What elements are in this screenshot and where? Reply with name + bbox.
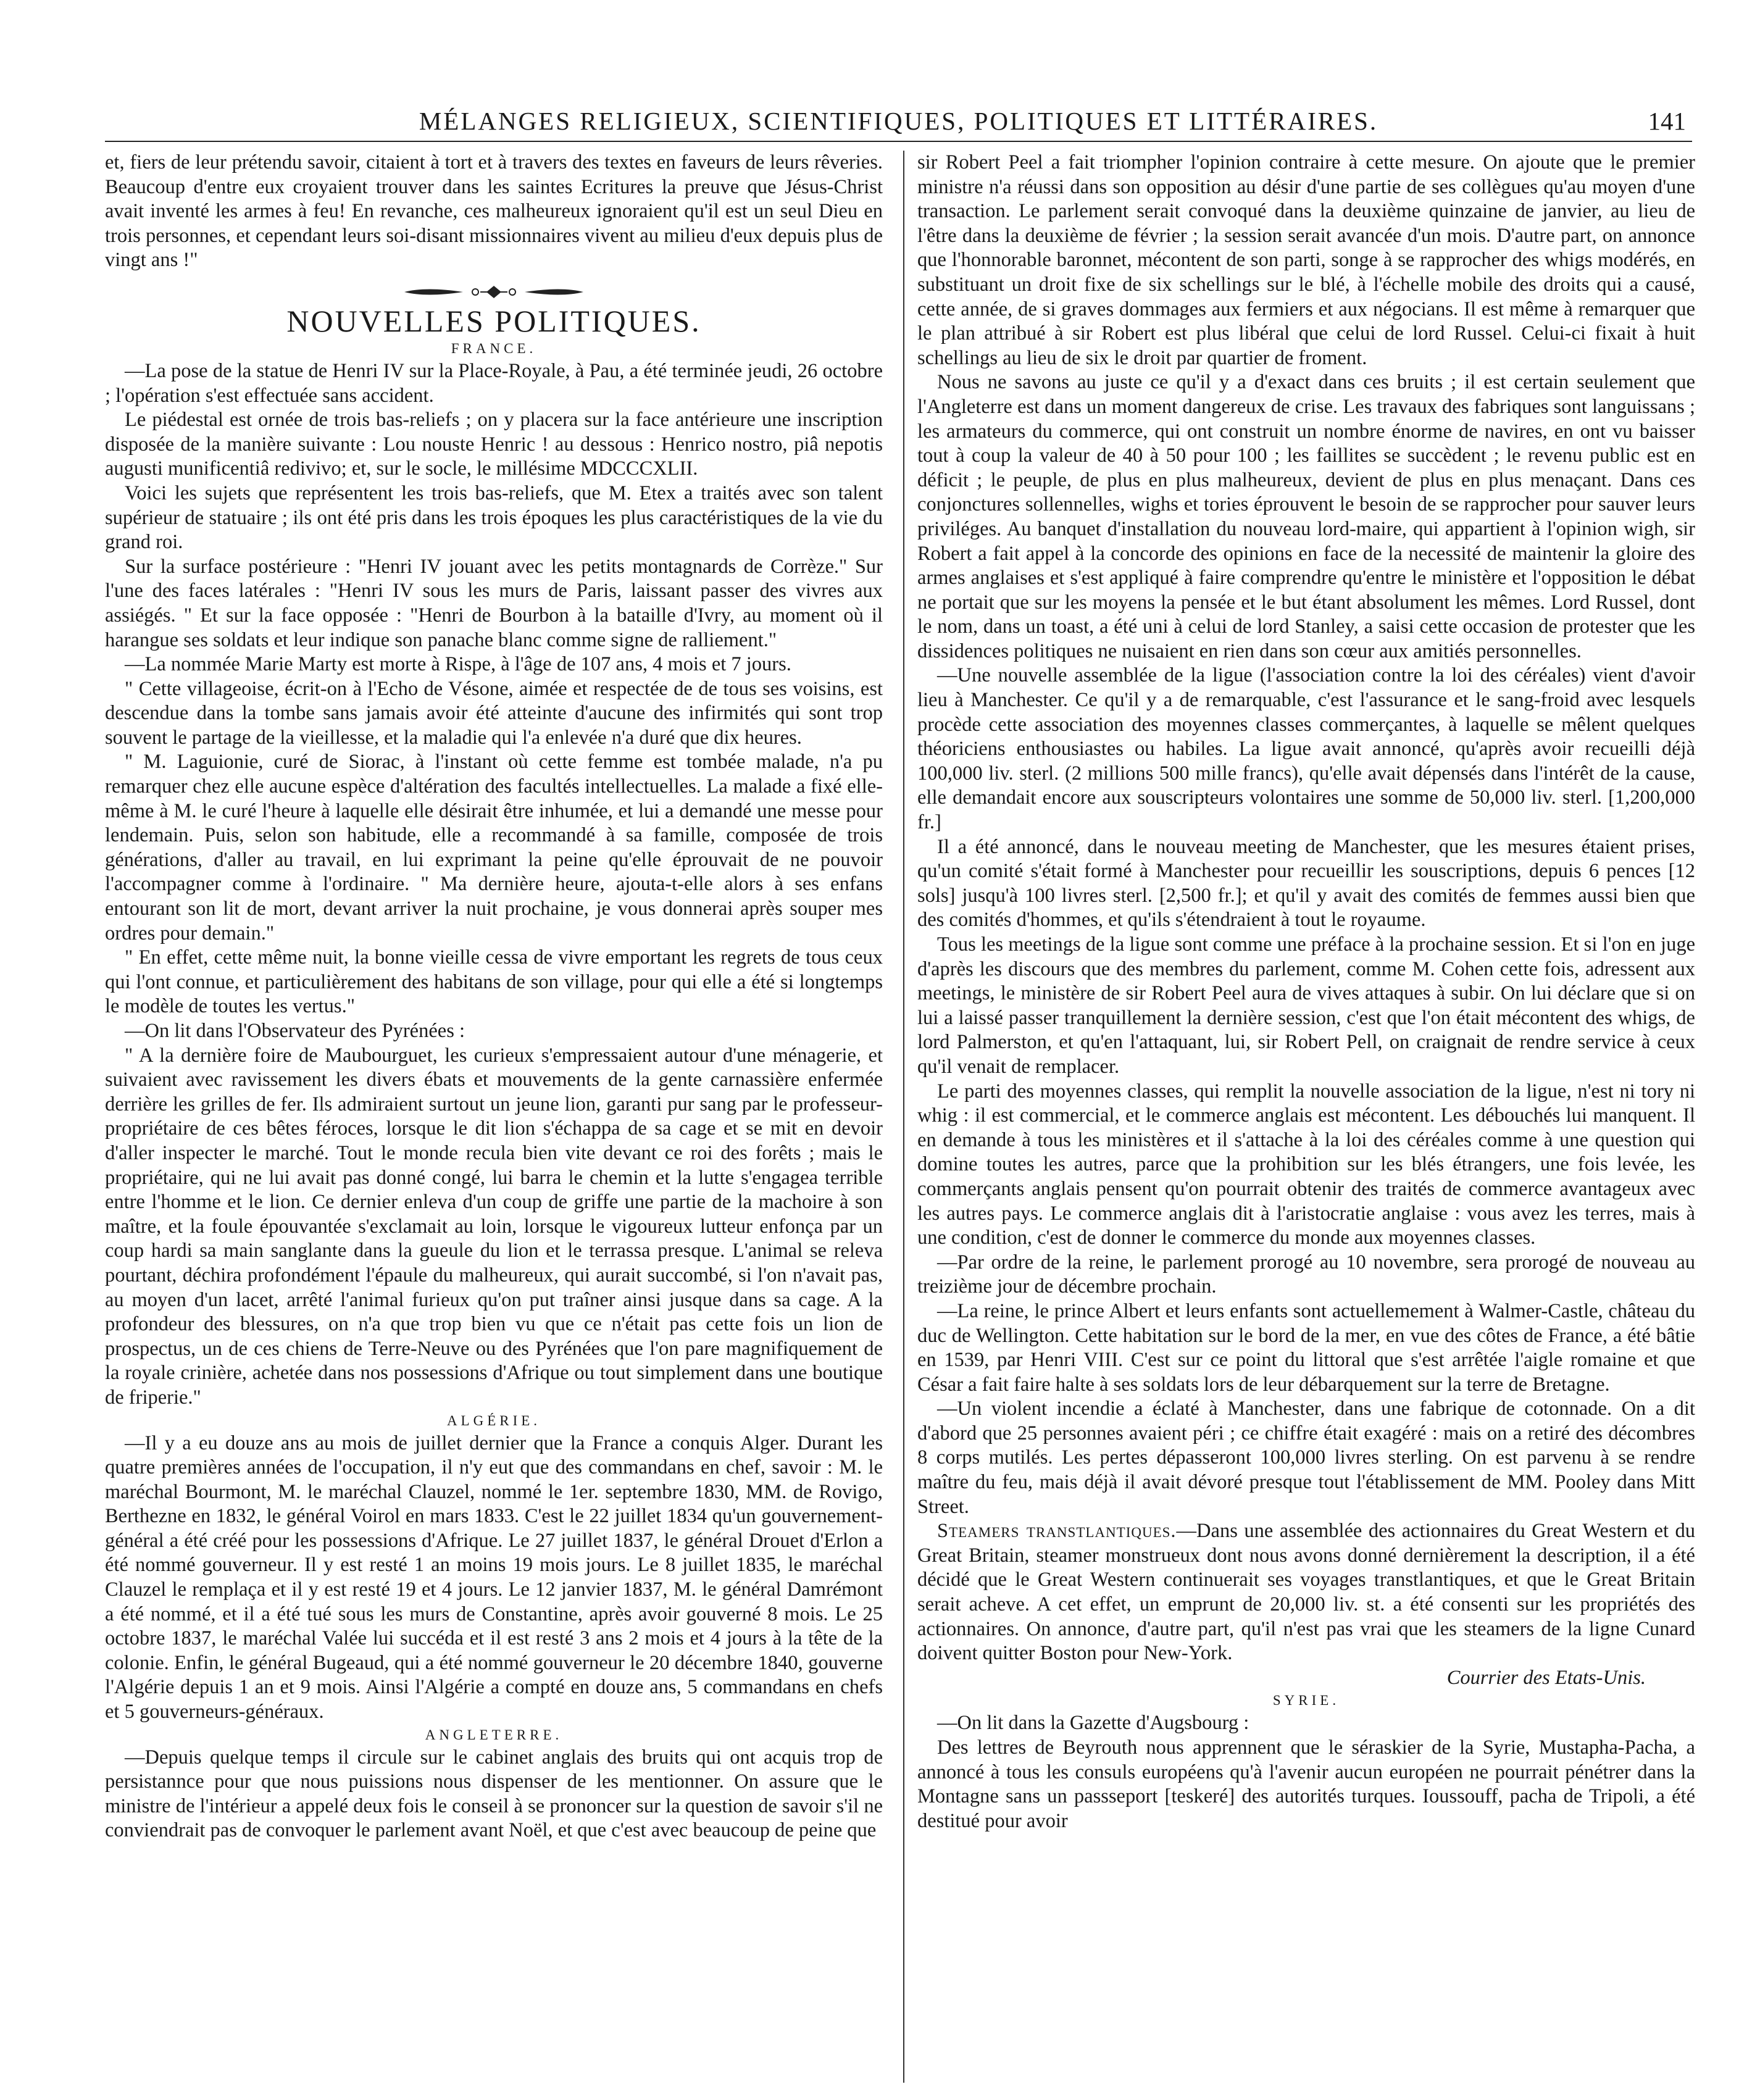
paragraph: sir Robert Peel a fait triompher l'opinion contraire à cette mesure. On ajoute que le premier ministre n'a réussi dans son opposition au désir d'une partie de ses collègues qu'au moyen d'une transaction. Le parlement serait convoqué dans la deuxième quinzaine de janvier, au lieu de l'être dans la deuxième de février ; la session serait avancée d'un mois. D'autre part, on annonce que l'honnorable baronnet, mécontent de son parti, songe à se rapprocher des whigs modérés, en substituant un droit fixe de six schellings sur le blé, à l'échelle mobile des droits qui a causé, cette année, de si graves dommages aux fermiers et aux négocians. Il est même à remarquer que le plan attribué à sir Robert est plus libéral que celui de lord Russel. Celui-ci fixait à huit schellings au lieu de six le droit par quartier de froment. (917, 151, 1695, 369)
paragraph: —La pose de la statue de Henri IV sur la Place-Royale, à Pau, a été terminée jeudi, 26 octobre ; l'opération s'est effectuée sans accident. (105, 359, 883, 407)
source-signature: Courrier des Etats-Unis. (1446, 1666, 1646, 1689)
running-head (105, 104, 1692, 142)
running-title: MÉLANGES RELIGIEUX, SCIENTIFIQUES, POLITIQUES ET LITTÉRAIRES. (419, 107, 1378, 135)
lead-in: Steamers transtlantiques. (937, 1520, 1177, 1543)
paragraph: Des lettres de Beyrouth nous apprennent que le séraskier de la Syrie, Mustapha-Pacha, a annoncé à tous les consuls européens qu'à l'avenir aucun européen ne pourrait pénétrer dans la Montagne sans un passseport [teskeré] des autorités turques. Ioussouff, pacha de Tripoli, a été destitué pour avoir (917, 1736, 1695, 1832)
paragraph: " Cette villageoise, écrit-on à l'Echo de Vésone, aimée et respectée de de tous ses voisins, est descendue dans la tombe sans jamais avoir été atteinte d'aucune des infirmités qui sont trop souvent le partage de la vieillesse, et la maladie qui l'a enlevée n'a duré que dix heures. (105, 677, 883, 749)
paragraph: —Une nouvelle assemblée de la ligue (l'association contre la loi des céréales) vient d'avoir lieu à Manchester. Ce qu'il y a de remarquable, c'est l'assurance et le sang-froid avec lesquels procède cette association des moyennes classes commerçantes, à laquelle se mêlent quelques théoriciens enthousiastes ou habiles. La ligue avait annoncé, qu'après avoir recueilli déjà 100,000 liv. sterl. (2 millions 500 mille francs), qu'elle avait dépensés dans l'intérêt de la cause, elle demandait encore aux souscripteurs volontaires une somme de 50,000 liv. sterl. [1,200,000 fr.] (917, 664, 1695, 834)
subheading-algerie: ALGÉRIE. (446, 1412, 541, 1428)
paragraph: et, fiers de leur prétendu savoir, citaient à tort et à travers des textes en faveurs de leurs rêveries. Beaucoup d'entre eux croyaient trouver dans les saintes Ecritures la preuve que Jésus-Christ avait inventé les armes à feu! En revanche, ces malheureux ignoraient qu'il est un seul Dieu en trois personnes, et cependant leurs soi-disant missionnaires vivent au milieu d'eux depuis plus de vingt ans !" (105, 151, 883, 272)
subheading-angleterre: ANGLETERRE. (425, 1727, 563, 1743)
page-number: 141 (1648, 107, 1686, 135)
paragraph: " En effet, cette même nuit, la bonne vieille cessa de vivre emportant les regrets de tous ceux qui l'ont connue, et particulièrement des habitans de son village, pour qui elle a été si longtemps le modèle de toutes les vertus." (105, 946, 883, 1018)
paragraph: —Il y a eu douze ans au mois de juillet dernier que la France a conquis Alger. Durant les quatre premières années de l'occupation, il n'y eut que des commandans en chef, savoir : M. le maréchal Bourmont, M. le maréchal Clauzel, nommé le 1er. septembre 1830, MM. de Rovigo, Berthezne en 1832, le général Voirol en mars 1833. C'est le 22 juillet 1834 qu'un gouvernement-général a été créé pour les possessions d'Afrique. Le 27 juillet 1837, le général Drouet d'Erlon a été nommé gouverneur. Il y est resté 1 an moins 19 mois jours. Le 8 juillet 1835, le maréchal Clauzel le remplaça et il y est resté 19 et 4 jours. Le 12 janvier 1837, M. le général Damrémont a été nommé, et il a été tué sous les murs de Constantine, après avoir gouverné 8 mois. Le 25 octobre 1837, le maréchal Valée lui succéda et il est resté 3 ans 2 mois et 4 jours à la tête de la colonie. Enfin, le général Bugeaud, qui a été nommé gouverneur le 20 décembre 1840, gouverne l'Algérie depuis 1 an et 9 mois. Ainsi l'Algérie a compté en douze ans, 5 commandans en chefs et 5 gouverneurs-généraux. (105, 1431, 883, 1723)
paragraph: —Un violent incendie a éclaté à Manchester, dans une fabrique de cotonnade. On a dit d'abord que 25 personnes avaient péri ; ce chiffre était exagéré : mais on a retiré des décombres 8 corps mutilés. Les pertes dépasseront 100,000 livres sterling. On est parvenu à se rendre maître du feu, mais déjà il avait dévoré presque tout l'établissement de MM. Pooley dans Mitt Street. (917, 1398, 1695, 1518)
paragraph: —On lit dans l'Observateur des Pyrénées : (125, 1020, 465, 1042)
paragraph: —La reine, le prince Albert et leurs enfants sont actuellemement à Walmer-Castle, château du duc de Wellington. Cette habitation sur le bord de la mer, en vue des côtes de France, a été bâtie en 1539, par Henri VIII. C'est sur ce point du littoral que s'est arrêtée l'aigle romaine et que César a fait faire halte à ses soldats lors de leur débarquement sur la terre de Bretagne. (917, 1299, 1695, 1396)
paragraph: —Depuis quelque temps il circule sur le cabinet anglais des bruits qui ont acquis trop de persistannce pour que nous puissions nous dispenser de les mentionner. On assure que le ministre de l'intérieur a appelé deux fois le conseil à se prononcer sur la question de savoir s'il ne conviendrait pas de convoquer le parlement avant Noël, et que c'est avec beaucoup de peine que (105, 1746, 883, 1842)
paragraph: Sur la surface postérieure : "Henri IV jouant avec les petits montagnards de Corrèze." Sur l'une des faces latérales : "Henri IV sous les murs de Paris, laissant passer des vivres aux assiégés. " Et sur la face opposée : "Henri de Bourbon à la bataille d'Ivry, au moment où il harangue ses soldats et leur indique son panache blanc comme signe de ralliement." (105, 555, 883, 651)
ornament-divider-icon (401, 284, 586, 300)
paragraph: " M. Laguionie, curé de Siorac, à l'instant où cette femme est tombée malade, n'a pu remarquer chez elle aucune espèce d'altération des facultés intellectuelles. La malade a fixé elle-même à M. le curé l'heure à laquelle elle désirait être inhumée, et lui a demandé une messe pour lendemain. Puis, selon son habitude, elle a recommandé à sa famille, composée de trois générations, d'aller au travail, en lui exprimant la peine qu'elle éprouvait de ne pouvoir l'accompagner comme à l'ordinaire. " Ma dernière heure, ajouta-t-elle alors à ses enfans entourant son lit de mort, devant arriver la nuit prochaine, je vous donnerai après souper mes ordres pour demain." (105, 751, 883, 944)
paragraph: Tous les meetings de la ligue sont comme une préface à la prochaine session. Et si l'on en juge d'après les discours que des membres du parlement, comme M. Cohen cette fois, adressent aux meetings, le ministère de sir Robert Peel aura de vives attaques à subir. On lui déclare que si on lui a laissé passer tranquillement la dernière session, c'est que l'on était mécontent des whigs, de lord Palmerston, et qu'en l'attaquant, lui, sir Robert Pell, on craignait de rendre service à ceux qu'il venait de remplacer. (917, 933, 1695, 1078)
paragraph: —La nommée Marie Marty est morte à Rispe, à l'âge de 107 ans, 4 mois et 7 jours. (125, 653, 791, 676)
paragraph: —Par ordre de la reine, le parlement prorogé au 10 novembre, sera prorogé de nouveau au treizième jour de décembre prochain. (917, 1251, 1695, 1298)
paragraph: Il a été annoncé, dans le nouveau meeting de Manchester, que les mesures étaient prises, qu'un comité s'était formé à Manchester pour recueillir les souscriptions, depuis 6 pences [12 sols] jusqu'à 100 livres sterl. [2,500 fr.]; et qu'il y avait des comités de femmes aussi bien que des comités d'hommes, et qu'ils s'étendraient à tout le royaume. (917, 835, 1695, 931)
paragraph: Nous ne savons au juste ce qu'il y a d'exact dans ces bruits ; il est certain seulement que l'Angleterre est dans un moment dangereux de crise. Les travaux des fabriques sont languissans ; les armateurs du commerce, qui ont construit un nombre énorme de navires, en ont vu baisser tout à coup la valeur de 40 à 50 pour 100 ; les faillites se succèdent ; le revenu public est en déficit ; le peuple, de plus en plus malheureux, devient de plus en plus menaçant. Dans ces conjonctures sollennelles, wighs et tories éprouvent le besoin de se rapprocher pour sauver leurs priviléges. Au banquet d'installation du nouveau lord-maire, qui appartient à l'opinion wigh, sir Robert a fait appel à la concorde des opinions en face de la necessité de maintenir la gloire des armes anglaises et s'est appliqué à faire comprendre qu'entre le ministère et l'opposition le débat ne portait que sur les moyens la pensée et le but étant absolument les mêmes. Lord Russel, dont le nom, dans un toast, a été uni à celui de lord Stanley, a saisi cette occasion de protester que les dissidences politiques ne nuisaient en rien dans son cœur aux amitiés personnelles. (917, 371, 1695, 662)
paragraph: " A la dernière foire de Maubourguet, les curieux s'empressaient autour d'une ménagerie, et suivaient avec ravissement les divers ébats et mouvements de la gente carnassière enfermée derrière les grilles de fer. Ils admiraient surtout un jeune lion, garanti pur sang par le professeur-propriétaire de ces bêtes féroces, lorsque le dit lion s'échappa de sa cage et se mit en devoir d'aller inspecter le marché. Tout le monde recula bien vite devant ce roi des forêts ; mais le propriétaire, qui ne lui avait pas donné congé, lui barra le chemin et la lutte s'engagea terrible entre l'homme et le lion. Ce dernier enleva d'un coup de griffe une partie de la machoire à son maître, et la foule épouvantée s'exclamait au loin, lorsque le vigoureux lutteur enfonça par un coup hardi sa main sanglante dans la gueule du lion et le terrassa presque. L'animal se releva pourtant, déchira profondément l'épaule du malheureux, qui aurait succombé, si l'on n'avait pas, au moyen d'un lacet, arrêté l'animal furieux qu'on put traîner ainsi jusque dans sa cage. A la profondeur des blessures, on n'a que trop bien vu que ce n'était pas cette fois un lion de prospectus, un de ces chiens de Terre-Neuve ou des Pyrénées que l'on pare magnifiquement de la royale crinière, achetée dans nos possessions d'Afrique ou tout simplement dans une boutique de friperie." (105, 1044, 883, 1409)
paragraph (917, 1519, 1695, 1666)
left-column (105, 151, 883, 1843)
paragraph: —On lit dans la Gazette d'Augsbourg : (937, 1712, 1249, 1735)
right-column (917, 151, 1695, 1833)
subheading-france: FRANCE. (451, 340, 537, 356)
paragraph-body: —Dans une assemblée des actionnaires du Great Western et du Great Britain, steamer monstrueux dont nous avons donné dernièrement la description, il a été décidé que le Great Western continuerait ses voyages transtlantiques, et que le Great Britain serait acheve. A cet effet, un emprunt de 20,000 liv. st. a été consenti sur les propriétés des actionnaires. On annonce, d'autre part, qu'il n'est pas vrai que les steamers de la ligne Cunard doivent quitter Boston pour New-York. (917, 1520, 1695, 1665)
paragraph: Le piédestal est ornée de trois bas-reliefs ; on y placera sur la face antérieure une inscription disposée de la manière suivante : Lou nouste Henric ! au dessous : Henrico nostro, piâ nepotis augusti munificentiâ redivivo; et, sur le socle, le millésime MDCCCXLII. (105, 409, 883, 480)
paragraph: Le parti des moyennes classes, qui remplit la nouvelle association de la ligue, n'est ni tory ni whig : il est commercial, et le commerce anglais est mécontent. Les débouchés lui manquent. Il en demande à tous les ministères et il s'attache à la loi des céréales comme à une question qui domine toutes les autres, parce que la prohibition sur les blés étrangers, une fois levée, les commerçants anglais pensent qu'on pourrait obtenir des traités de commerce avantageux avec les autres pays. Le commerce anglais dit à l'aristocratie anglaise : vous avez les terres, mais à une condition, c'est de donner le commerce du monde aux moyennes classes. (917, 1080, 1695, 1249)
paragraph: Voici les sujets que représentent les trois bas-reliefs, que M. Etex a traités avec son talent supérieur de statuaire ; ils ont été pris dans les trois époques les plus caractéristiques de la vie du grand roi. (105, 481, 883, 554)
column-rule (903, 151, 904, 2083)
section-title: NOUVELLES POLITIQUES. (286, 303, 701, 338)
subheading-syrie: SYRIE. (1272, 1693, 1340, 1709)
